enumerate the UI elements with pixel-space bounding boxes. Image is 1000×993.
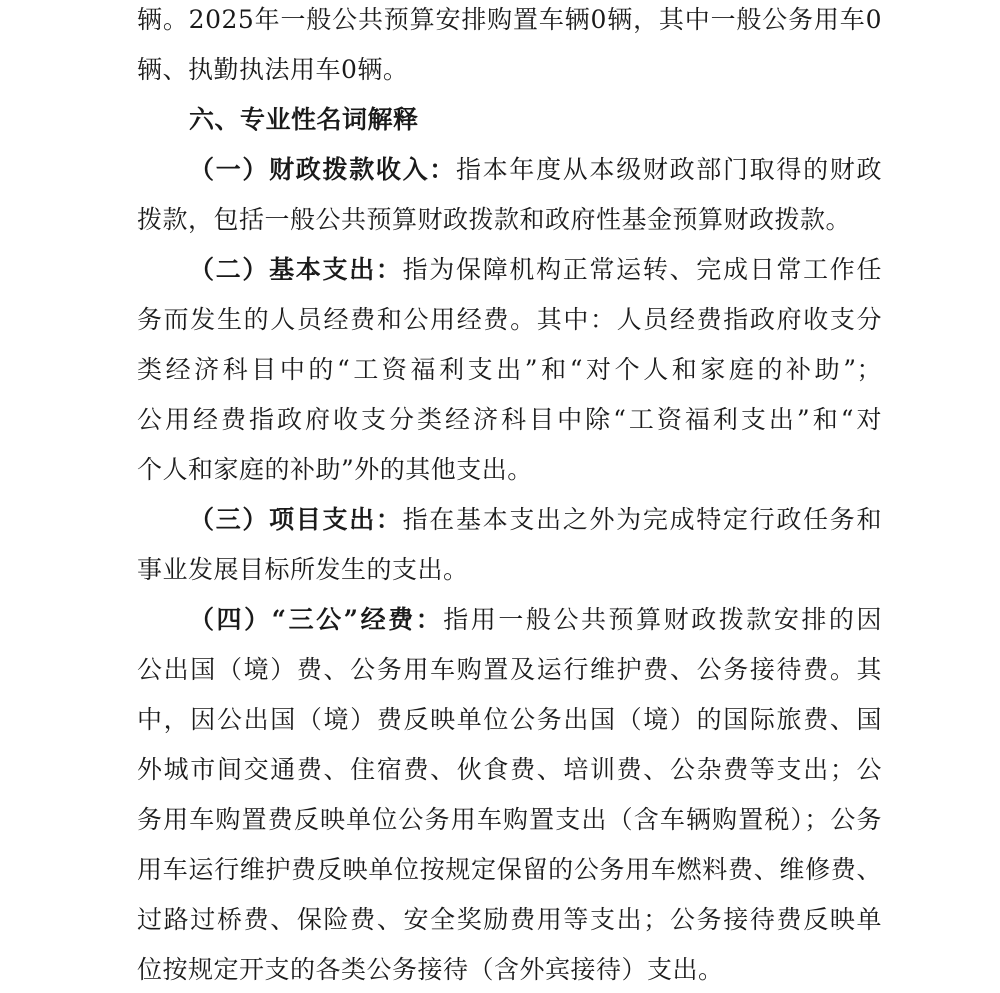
definition-line xyxy=(189,153,882,187)
term-label: （一）财政拨款收入： xyxy=(189,155,456,184)
text-line: 公用经费指政府收支分类经济科目中除“工资福利支出”和“对 xyxy=(137,405,882,434)
definition-line xyxy=(189,253,882,287)
text-line: 外城市间交通费、住宿费、伙食费、培训费、公杂费等支出；公 xyxy=(137,755,882,784)
definition-line xyxy=(189,603,882,637)
text-line: 位按规定开支的各类公务接待（含外宾接待）支出。 xyxy=(137,955,724,984)
text-line: 公出国（境）费、公务用车购置及运行维护费、公务接待费。其 xyxy=(137,655,882,684)
text-line: 拨款，包括一般公共预算财政拨款和政府性基金预算财政拨款。 xyxy=(137,205,852,234)
term-label: （二）基本支出： xyxy=(189,255,403,284)
term-definition: 指本年度从本级财政部门取得的财政 xyxy=(456,155,882,184)
text-line: 用车运行维护费反映单位按规定保留的公务用车燃料费、维修费、 xyxy=(137,855,882,884)
definition-line xyxy=(189,503,882,537)
text-line: 中，因公出国（境）费反映单位公务出国（境）的国际旅费、国 xyxy=(137,705,882,734)
term-definition: 指为保障机构正常运转、完成日常工作任 xyxy=(402,255,882,284)
text-line: 辆。2025年一般公共预算安排购置车辆0辆，其中一般公务用车0 xyxy=(137,5,882,34)
text-line: 事业发展目标所发生的支出。 xyxy=(137,555,469,584)
text-line: 务用车购置费反映单位公务用车购置支出（含车辆购置税）；公务 xyxy=(137,805,882,834)
text-line: 类经济科目中的“工资福利支出”和“对个人和家庭的补助”； xyxy=(137,355,882,384)
text-line: 辆、执勤执法用车0辆。 xyxy=(137,55,409,84)
term-label: （三）项目支出： xyxy=(189,505,403,534)
term-definition: 指在基本支出之外为完成特定行政任务和 xyxy=(402,505,882,534)
term-label: （四）“三公”经费： xyxy=(189,605,444,634)
text-line: 个人和家庭的补助”外的其他支出。 xyxy=(137,455,533,484)
text-line: 过路过桥费、保险费、安全奖励费用等支出；公务接待费反映单 xyxy=(137,905,882,934)
term-definition: 指用一般公共预算财政拨款安排的因 xyxy=(443,605,882,634)
text-line: 务而发生的人员经费和公用经费。其中：人员经费指政府收支分 xyxy=(137,305,882,334)
section-heading: 六、专业性名词解释 xyxy=(189,105,419,134)
